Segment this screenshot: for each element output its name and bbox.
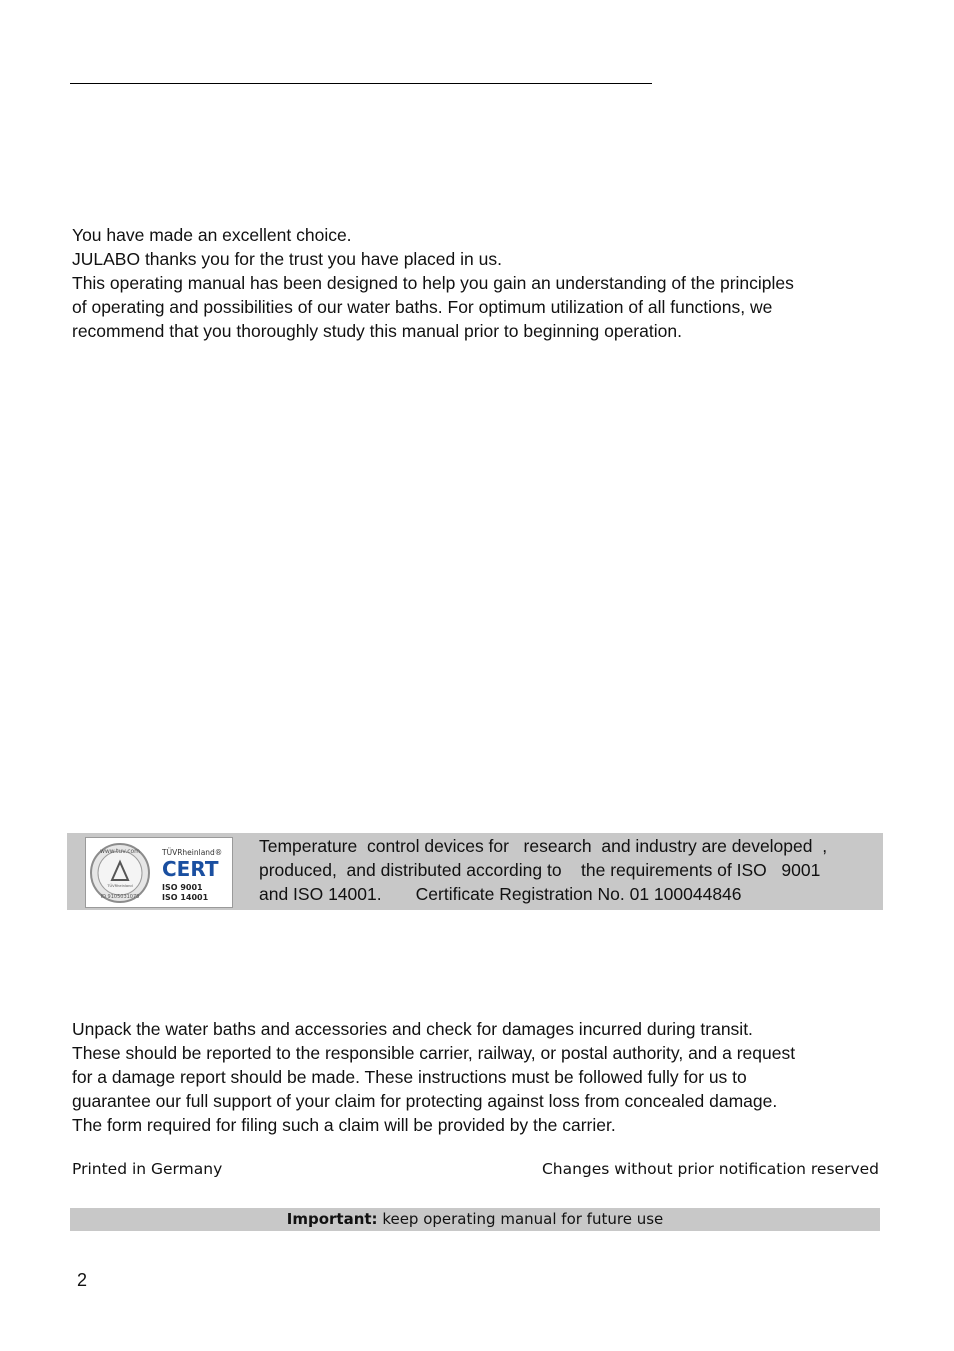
cert-mark: CERT bbox=[162, 857, 219, 881]
important-text: keep operating manual for future use bbox=[377, 1210, 664, 1228]
changes-reserved-note: Changes without prior notification reserved bbox=[541, 1160, 879, 1178]
intro-line: JULABO thanks you for the trust you have placed in us. bbox=[72, 249, 502, 269]
intro-line: This operating manual has been designed to help you gain an understanding of the principles bbox=[72, 273, 794, 293]
intro-paragraph bbox=[72, 223, 892, 343]
seal-ring-text: www.tuv.com bbox=[99, 848, 141, 855]
iso-14001-label: ISO 14001 bbox=[162, 893, 209, 902]
header-rule bbox=[70, 83, 652, 84]
printed-in-note: Printed in Germany bbox=[72, 1160, 223, 1178]
seal-id-text: ID 9105031078 bbox=[100, 894, 140, 900]
unpacking-paragraph bbox=[72, 1017, 892, 1137]
cert-line: Temperature control devices for research and industry are developed , bbox=[259, 836, 828, 856]
iso-9001-label: ISO 9001 bbox=[162, 883, 203, 892]
tuv-brand-label: TÜVRheinland® bbox=[162, 848, 223, 857]
cert-line: and ISO 14001. Certificate Registration No. 01 100044846 bbox=[259, 884, 742, 904]
certification-text bbox=[259, 833, 879, 906]
unpack-line: Unpack the water baths and accessories and check for damages incurred during transit. bbox=[72, 1019, 753, 1039]
cert-line: produced, and distributed according to the requirements of ISO 9001 bbox=[259, 860, 821, 880]
unpack-line: for a damage report should be made. These instructions must be followed fully for us to bbox=[72, 1067, 747, 1087]
unpack-line: guarantee our full support of your claim for protecting against loss from concealed damage. bbox=[72, 1091, 778, 1111]
unpack-line: The form required for filing such a claim will be provided by the carrier. bbox=[72, 1115, 616, 1135]
page-number: 2 bbox=[77, 1270, 88, 1290]
tuv-cert-logo bbox=[85, 837, 233, 908]
intro-line: of operating and possibilities of our water baths. For optimum utilization of all functions, we bbox=[72, 297, 773, 317]
seal-brand-text: TÜVRheinland bbox=[107, 884, 133, 888]
unpack-line: These should be reported to the responsible carrier, railway, or postal authority, and a request bbox=[72, 1043, 796, 1063]
intro-line: recommend that you thoroughly study this manual prior to beginning operation. bbox=[72, 321, 682, 341]
intro-line: You have made an excellent choice. bbox=[72, 225, 352, 245]
certification-box bbox=[67, 833, 883, 910]
important-label: Important: bbox=[286, 1210, 378, 1228]
tuv-seal-icon bbox=[86, 838, 232, 907]
important-notice-bar bbox=[70, 1208, 880, 1231]
